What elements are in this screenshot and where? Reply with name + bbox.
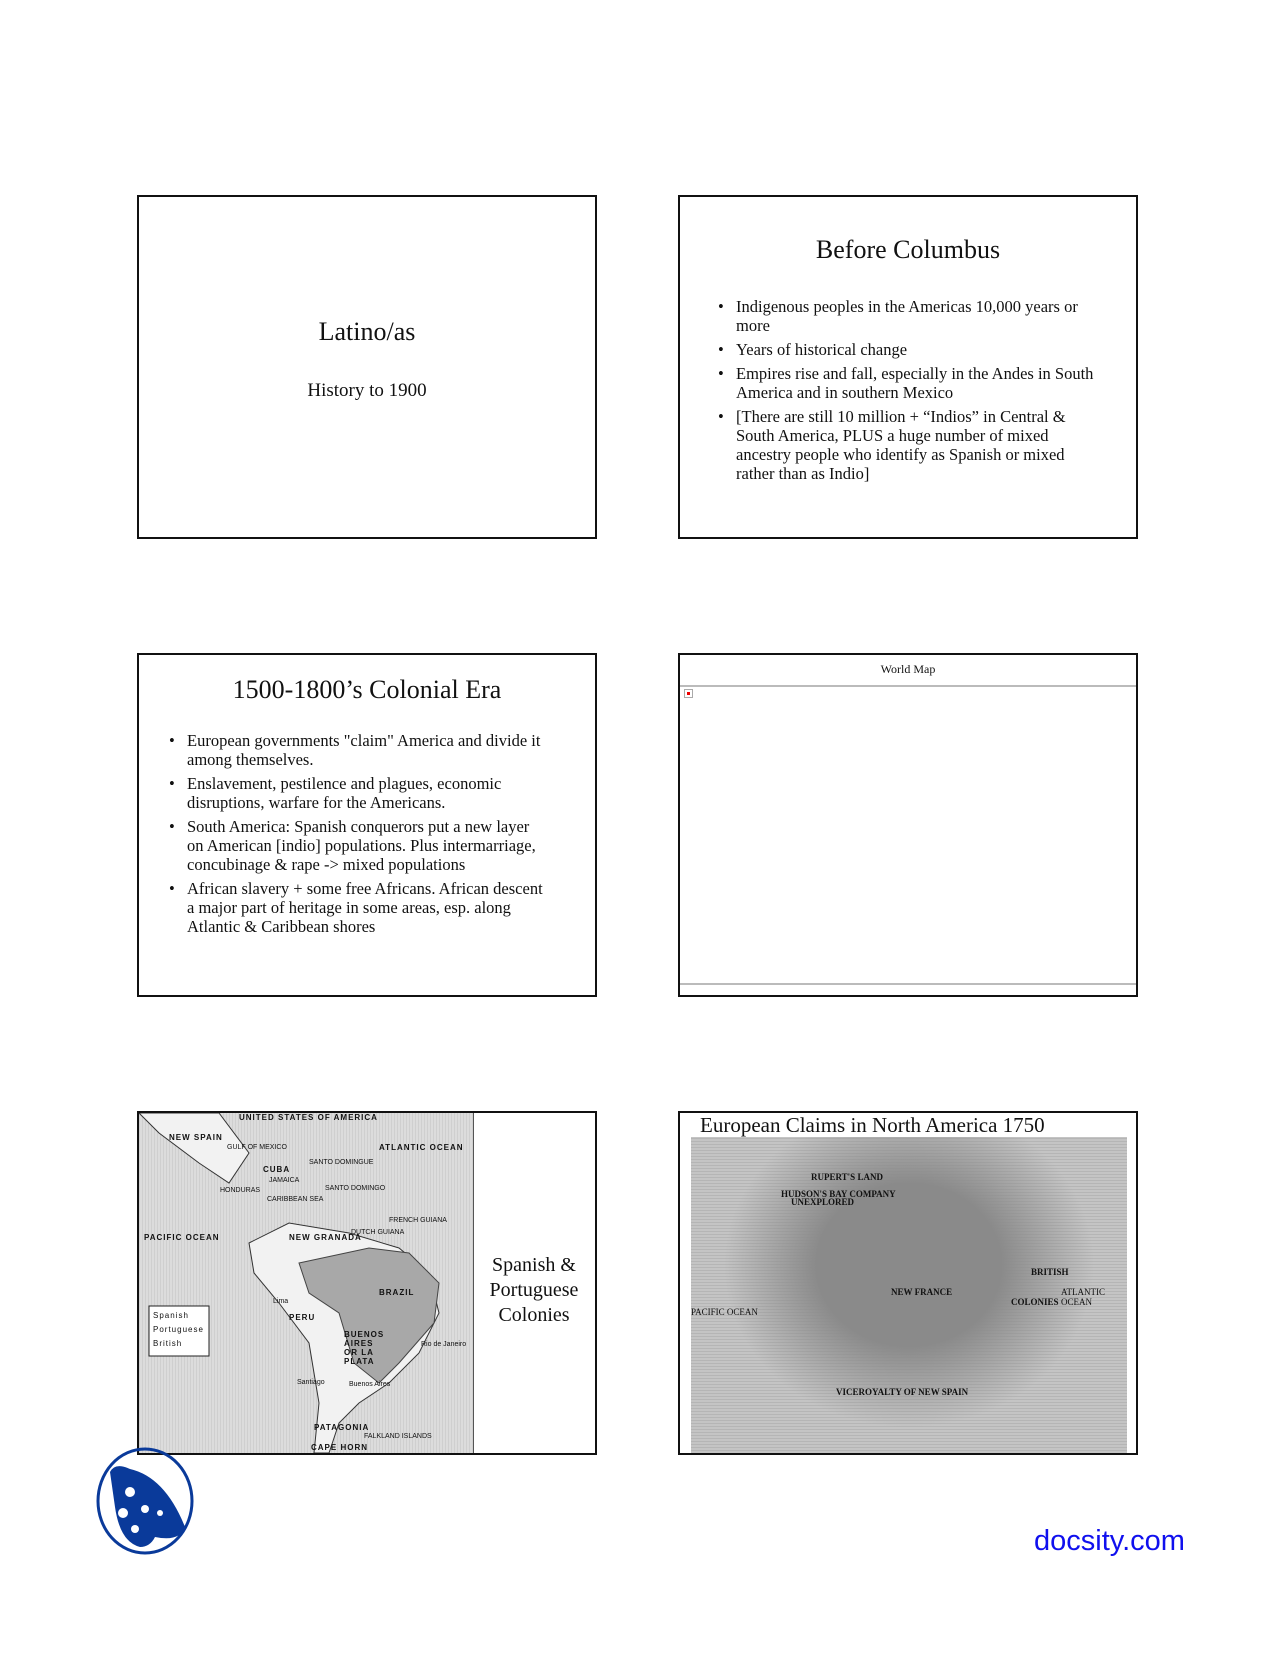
map-label: CARIBBEAN SEA <box>267 1196 324 1203</box>
bullet-item: • Years of historical change <box>718 340 1106 359</box>
bullet-item: • Enslavement, pestilence and plagues, economic disruptions, warfare for the Americans. <box>169 774 545 812</box>
south-america-map <box>139 1113 474 1453</box>
map-label: NEW SPAIN <box>169 1133 223 1142</box>
slide-title-heading: Latino/as <box>318 317 416 346</box>
map-label: BRAZIL <box>379 1288 415 1297</box>
slide-spanish-portuguese <box>137 1111 597 1455</box>
docsity-logo-icon <box>95 1447 199 1555</box>
map-label: SANTO DOMINGUE <box>309 1159 374 1166</box>
map-label: Santiago <box>297 1379 325 1386</box>
map-label: BRITISH <box>1031 1267 1069 1277</box>
bullet-item: • [There are still 10 million + “Indios” in Central & South America, PLUS a huge number of mixed ancestry people who identify as Spanish or mixed rather than as Indio] <box>718 407 1106 483</box>
bullet-item: • Indigenous peoples in the Americas 10,000 years or more <box>718 297 1106 335</box>
map-label: Buenos Aires <box>349 1381 391 1388</box>
bullet-item: • Empires rise and fall, especially in the Andes in South America and in southern Mexico <box>718 364 1106 402</box>
map-label: PERU <box>289 1313 316 1322</box>
slide-before-columbus <box>678 195 1138 539</box>
broken-image-icon <box>684 689 693 698</box>
slide-heading: World Map <box>680 655 1136 687</box>
slide-title <box>137 195 597 539</box>
map-label: PACIFIC OCEAN <box>691 1307 758 1317</box>
slide-world-map <box>678 653 1138 997</box>
map-label: NEW GRANADA <box>289 1233 362 1242</box>
map-shapes <box>139 1113 473 1453</box>
bullet-item: • South America: Spanish conquerors put a new layer on American [indio] populations. Plus intermarriage, concubinage & rape -> mixed populations <box>169 817 545 874</box>
map-label: PACIFIC OCEAN <box>144 1233 220 1242</box>
bullet-item: • European governments "claim" America and divide it among themselves. <box>169 731 545 769</box>
map-label: CUBA <box>263 1165 291 1174</box>
bullet-item: • African slavery + some free Africans. African descent a major part of heritage in some areas, esp. along Atlantic & Caribbean shores <box>169 879 545 936</box>
map-label: UNEXPLORED <box>791 1197 855 1207</box>
map-label: BUENOS AIRES OR LA PLATA <box>344 1330 385 1366</box>
bullet-list <box>718 297 1106 488</box>
legend-item: British <box>153 1339 183 1348</box>
map-label: NEW FRANCE <box>891 1287 953 1297</box>
legend-item: Spanish <box>153 1311 189 1320</box>
slide-subtitle: History to 1900 <box>307 380 427 401</box>
map-label: Lima <box>273 1298 289 1305</box>
map-label: CAPE HORN <box>311 1443 369 1452</box>
map-label: ATLANTIC OCEAN <box>1061 1287 1105 1307</box>
map-label: VICEROYALTY OF NEW SPAIN <box>836 1387 969 1397</box>
map-label: COLONIES <box>1011 1297 1059 1307</box>
map-label: FALKLAND ISLANDS <box>364 1433 432 1440</box>
map-label: UNITED STATES OF AMERICA <box>239 1113 378 1122</box>
docsity-link[interactable]: docsity.com <box>1034 1525 1185 1557</box>
map-label: DUTCH GUIANA <box>351 1229 405 1236</box>
north-america-map <box>691 1137 1127 1455</box>
slide-heading: European Claims in North America 1750 <box>700 1113 1045 1137</box>
slide-heading: 1500-1800’s Colonial Era <box>232 675 502 704</box>
divider <box>680 983 1136 985</box>
map-label: RUPERT'S LAND <box>811 1172 883 1182</box>
bullet-list <box>169 731 545 941</box>
slide-colonial-era <box>137 653 597 997</box>
map-label: HONDURAS <box>220 1187 261 1194</box>
map-label: SANTO DOMINGO <box>325 1185 386 1192</box>
map-label: HUDSON'S BAY COMPANY <box>781 1189 896 1199</box>
map-label: PATAGONIA <box>314 1423 370 1432</box>
map-label: GULF OF MEXICO <box>227 1144 287 1151</box>
slide-caption: Spanish & Portuguese Colonies <box>489 1254 579 1326</box>
legend-item: Portuguese <box>153 1325 204 1334</box>
map-label: Rio de Janeiro <box>421 1341 467 1348</box>
slide-heading: Before Columbus <box>815 235 1001 264</box>
map-label: FRENCH GUIANA <box>389 1217 447 1224</box>
map-label: JAMAICA <box>269 1177 300 1184</box>
map-label: ATLANTIC OCEAN <box>379 1143 464 1152</box>
slide-north-america-1750 <box>678 1111 1138 1455</box>
